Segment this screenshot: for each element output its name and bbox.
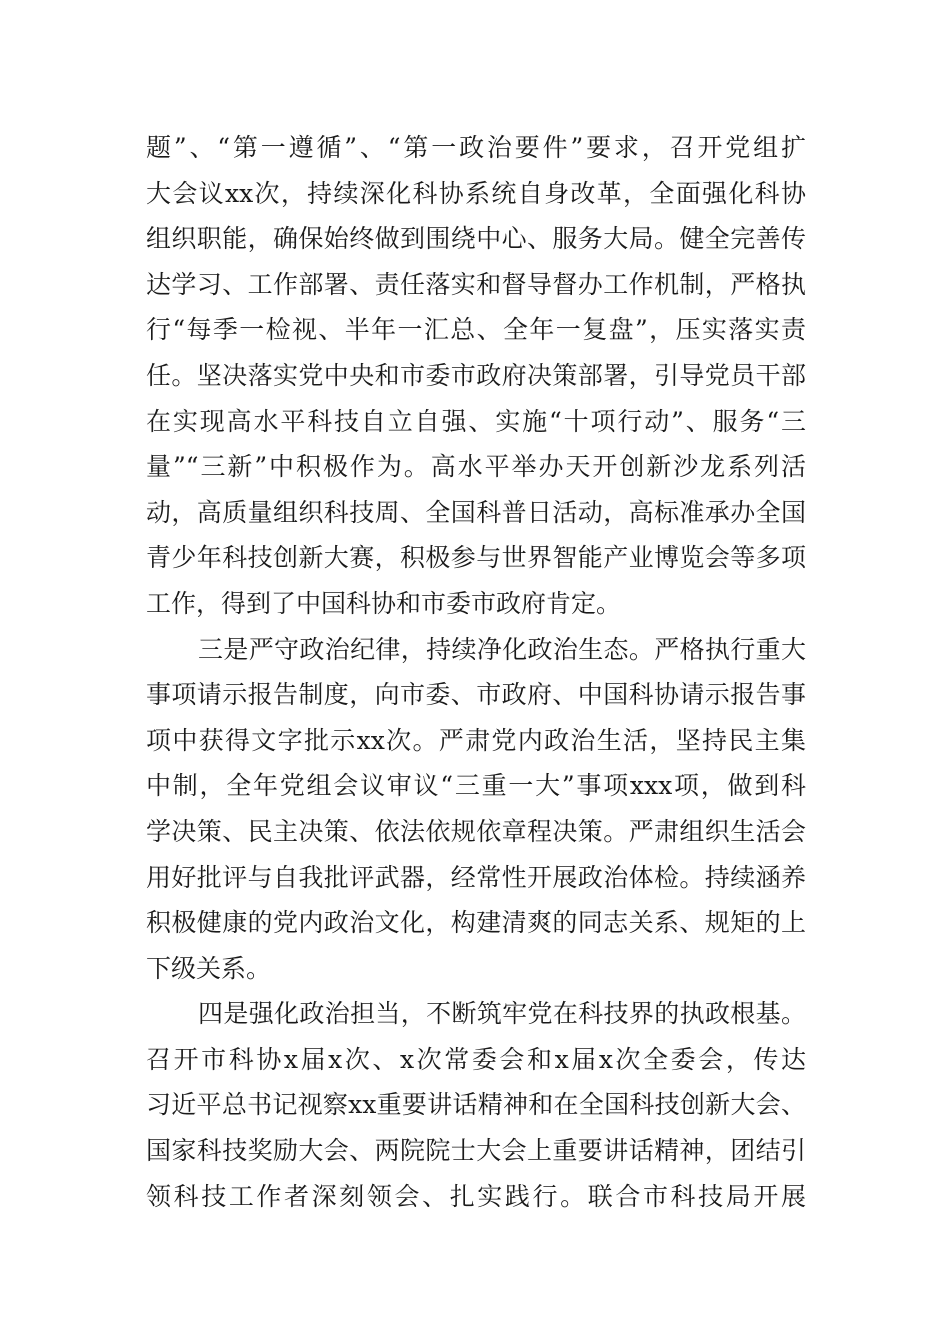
text-line: 召开市科协x届x次、x次常委会和x届x次全委会，传达 [146, 1044, 806, 1074]
paragraph-first-line: 四是强化政治担当，不断筑牢党在科技界的执政根基。 [198, 999, 806, 1029]
text-line: 动，高质量组织科技周、全国科普日活动，高标准承办全国 [146, 497, 806, 527]
text-line: 积极健康的党内政治文化，构建清爽的同志关系、规矩的上 [146, 908, 806, 938]
text-line: 领科技工作者深刻领会、扎实践行。联合市科技局开展 [146, 1181, 806, 1211]
text-line: 行“每季一检视、半年一汇总、全年一复盘”，压实落实责 [146, 315, 806, 345]
text-line: 学决策、民主决策、依法依规依章程决策。严肃组织生活会 [146, 816, 806, 846]
text-line: 用好批评与自我批评武器，经常性开展政治体检。持续涵养 [146, 862, 806, 892]
paragraph-first-line: 三是严守政治纪律，持续净化政治生态。严格执行重大 [198, 634, 806, 664]
text-line: 习近平总书记视察xx重要讲话精神和在全国科技创新大会、 [146, 1090, 806, 1120]
text-line: 大会议xx次，持续深化科协系统自身改革，全面强化科协 [146, 178, 806, 208]
text-line: 在实现高水平科技自立自强、实施“十项行动”、服务“三 [146, 406, 806, 436]
text-line: 事项请示报告制度，向市委、市政府、中国科协请示报告事 [146, 680, 806, 710]
text-line: 下级关系。 [146, 953, 272, 983]
text-line: 达学习、工作部署、责任落实和督导督办工作机制，严格执 [146, 269, 806, 299]
text-line: 项中获得文字批示xx次。严肃党内政治生活，坚持民主集 [146, 725, 806, 755]
text-line: 青少年科技创新大赛，积极参与世界智能产业博览会等多项 [146, 543, 806, 573]
text-line: 任。坚决落实党中央和市委市政府决策部署，引导党员干部 [146, 360, 806, 390]
document-body [146, 125, 806, 1219]
text-line: 组织职能，确保始终做到围绕中心、服务大局。健全完善传 [146, 224, 806, 254]
text-line: 题”、“第一遵循”、“第一政治要件”要求，召开党组扩 [146, 133, 806, 162]
text-line: 中制，全年党组会议审议“三重一大”事项xxx项，做到科 [146, 771, 806, 801]
text-line: 国家科技奖励大会、两院院士大会上重要讲话精神，团结引 [146, 1136, 806, 1166]
text-line: 工作，得到了中国科协和市委市政府肯定。 [146, 588, 622, 618]
text-line: 量”“三新”中积极作为。高水平举办天开创新沙龙系列活 [146, 452, 806, 482]
